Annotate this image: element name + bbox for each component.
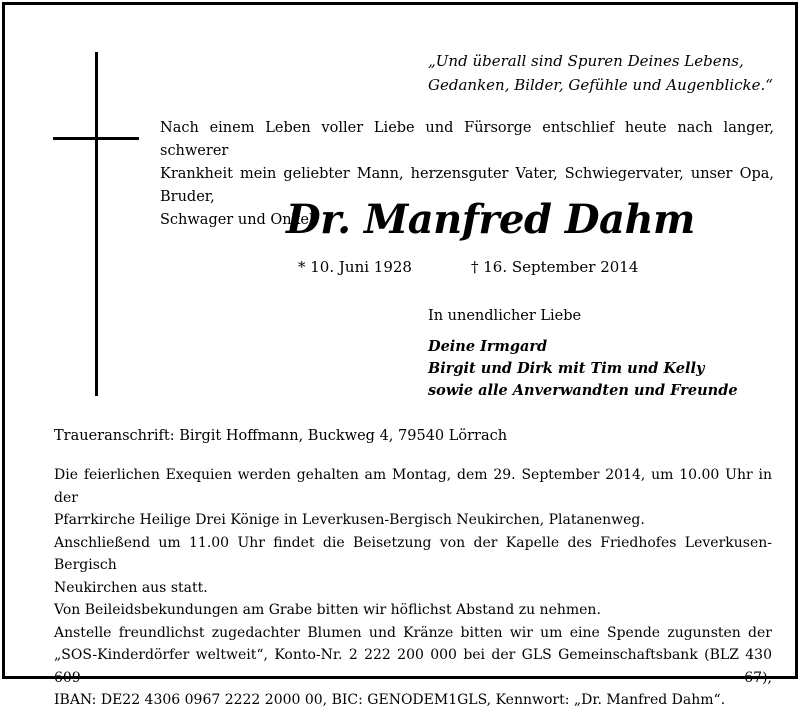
mourning-address: Traueranschrift: Birgit Hoffmann, Buckweg 4, 79540 Lörrach bbox=[54, 428, 508, 444]
details-line: Die feierlichen Exequien werden gehalten am Montag, dem 29. September 2014, um 10.00 Uhr in der bbox=[54, 467, 772, 506]
memorial-quote bbox=[428, 49, 773, 97]
intro-line-3: Schwager und Onkel bbox=[160, 212, 314, 228]
cross-icon-bar bbox=[53, 137, 139, 140]
intro-line-2: Krankheit mein geliebter Mann, herzensguter Vater, Schwiegervater, unser Opa, Bruder, bbox=[160, 166, 774, 205]
details-line: Anschließend um 11.00 Uhr findet die Beisetzung von der Kapelle des Friedhofes Leverkusen-Bergisch bbox=[54, 534, 772, 573]
signature-list bbox=[428, 336, 738, 402]
intro-line-1: Nach einem Leben voller Liebe und Fürsorge entschlief heute nach langer, schwerer bbox=[160, 120, 774, 159]
details-line: Pfarrkirche Heilige Drei Könige in Leverkusen-Bergisch Neukirchen, Platanenweg. bbox=[54, 512, 645, 528]
quote-line-1: „Und überall sind Spuren Deines Lebens, bbox=[428, 52, 744, 70]
death-date: † 16. September 2014 bbox=[471, 258, 639, 276]
quote-line-2: Gedanken, Bilder, Gefühle und Augenblicke.“ bbox=[428, 76, 773, 94]
service-details bbox=[54, 464, 772, 712]
details-line: Neukirchen aus statt. bbox=[54, 579, 208, 596]
birth-date: * 10. Juni 1928 bbox=[298, 258, 412, 276]
details-line: IBAN: DE22 4306 0967 2222 2000 00, BIC: GENODEM1GLS, Kennwort: „Dr. Manfred Dahm“. bbox=[54, 692, 726, 708]
cross-icon bbox=[95, 52, 98, 396]
details-line: Anstelle freundlichst zugedachter Blumen und Kränze bitten wir um eine Spende zugunsten der bbox=[54, 624, 772, 641]
signature-line: Deine Irmgard bbox=[428, 338, 548, 355]
signature-line: sowie alle Anverwandten und Freunde bbox=[428, 382, 738, 399]
deceased-name: Dr. Manfred Dahm bbox=[286, 196, 695, 243]
signature-intro: In unendlicher Liebe bbox=[428, 308, 582, 324]
signature-line: Birgit und Dirk mit Tim und Kelly bbox=[428, 360, 705, 377]
details-line: Von Beileidsbekundungen am Grabe bitten wir höflichst Abstand zu nehmen. bbox=[54, 602, 601, 618]
details-line: „SOS-Kinderdörfer weltweit“, Konto-Nr. 2 222 200 000 bei der GLS Gemeinschaftsbank (BLZ 430 609 67), bbox=[54, 647, 772, 686]
